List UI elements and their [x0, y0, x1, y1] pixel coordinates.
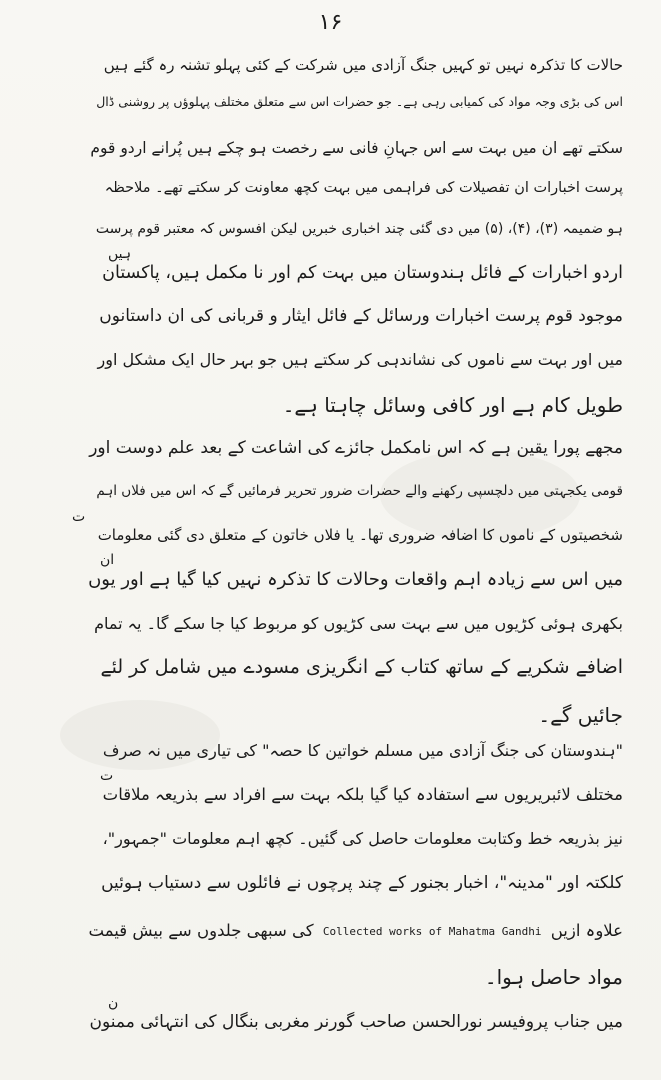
interlinear-correction: ہیں — [108, 246, 132, 262]
text-line: طویل کام ہے اور کافی وسائل چاہتا ہے۔ — [282, 393, 623, 417]
text-line: جائیں گے۔ — [538, 703, 623, 727]
text-line: نیز بذریعہ خط وکتابت معلومات حاصل کی گئیں۔ کچھ اہم معلومات "جمہور"، — [102, 829, 623, 848]
text-line: میں اس سے زیادہ اہم واقعات وحالات کا تذکرہ نہیں کیا گیا ہے اور یوں — [88, 569, 623, 590]
text-line: شخصیتوں کے ناموں کا اضافہ ضروری تھا۔ یا فلاں خاتون کے متعلق دی گئی معلومات — [97, 526, 623, 544]
text-line: میں اور بہت سے ناموں کی نشاندہی کر سکتے ہیں جو بہر حال ایک مشکل اور — [97, 350, 623, 369]
text-line: "ہندوستان کی جنگ آزادی میں مسلم خواتین کا حصہ" کی تیاری میں نہ صرف — [102, 741, 623, 760]
urdu-text-body — [88, 0, 623, 1080]
text-line: کلکتہ اور "مدینہ"، اخبار بجنور کے چند پرچوں نے فائلوں سے دستیاب ہوئیں — [101, 873, 623, 893]
text-line: اس کی بڑی وجہ مواد کی کمیابی رہی ہے۔ جو حضرات اس سے متعلق مختلف پہلوؤں پر روشنی ڈال — [96, 94, 623, 109]
text-line: حالات کا تذکرہ نہیں تو کہیں جنگ آزادی میں شرکت کے کئی پہلو تشنہ رہ گئے ہیں — [103, 56, 623, 74]
text-line: اردو اخبارات کے فائل ہندوستان میں بہت کم اور نا مکمل ہیں، پاکستان — [102, 263, 623, 283]
page-number: ۱۶ — [318, 10, 343, 35]
text-line: پرست اخبارات ان تفصیلات کی فراہمی میں بہت کچھ معاونت کر سکتے تھے۔ ملاحظہ — [104, 180, 623, 196]
text-line: سکتے تھے ان میں بہت سے اس جہانِ فانی سے رخصت ہو چکے ہیں پُرانے اردو قوم — [90, 139, 623, 157]
text-line: مختلف لائبریریوں سے استفادہ کیا گیا بلکہ بہت سے افراد سے بذریعہ ملاقات — [102, 785, 623, 804]
text-fragment: کی سبھی جلدوں سے بیش قیمت — [88, 921, 314, 940]
text-line: اضافے شکریے کے ساتھ کتاب کے انگریزی مسودے میں شامل کر لئے — [100, 656, 623, 678]
text-line: بکھری ہوئی کڑیوں میں سے بہت سی کڑیوں کو مربوط کیا جا سکے گا۔ یہ تمام — [94, 614, 623, 633]
text-line: مجھے پورا یقین ہے کہ اس نامکمل جائزے کی اشاعت کے بعد علم دوست اور — [89, 438, 623, 458]
text-line: مواد حاصل ہوا۔ — [484, 965, 623, 989]
interlinear-correction: ت — [72, 509, 86, 525]
text-fragment: علاوہ ازیں — [550, 921, 623, 940]
english-book-title: Collected works of Mahatma Gandhi — [322, 924, 542, 938]
interlinear-correction: ان — [100, 552, 115, 568]
text-line: ہو ضمیمہ (۳)، (۴)، (۵) میں دی گئی چند اخباری خبریں لیکن افسوس کہ معتبر قوم پرست — [95, 221, 623, 237]
text-line-with-english — [88, 921, 623, 941]
interlinear-correction: ن — [108, 995, 119, 1011]
interlinear-correction: ت — [100, 768, 114, 784]
text-line: قومی یکجہتی میں دلچسپی رکھنے والے حضرات ضرور تحریر فرمائیں گے کہ اس میں فلاں اہم — [96, 483, 623, 499]
text-line: موجود قوم پرست اخبارات ورسائل کے فائل ایثار و قربانی کی ان داستانوں — [99, 306, 623, 326]
text-line: میں جناب پروفیسر نورالحسن صاحب گورنر مغربی بنگال کی انتہائی ممنون — [89, 1012, 623, 1032]
